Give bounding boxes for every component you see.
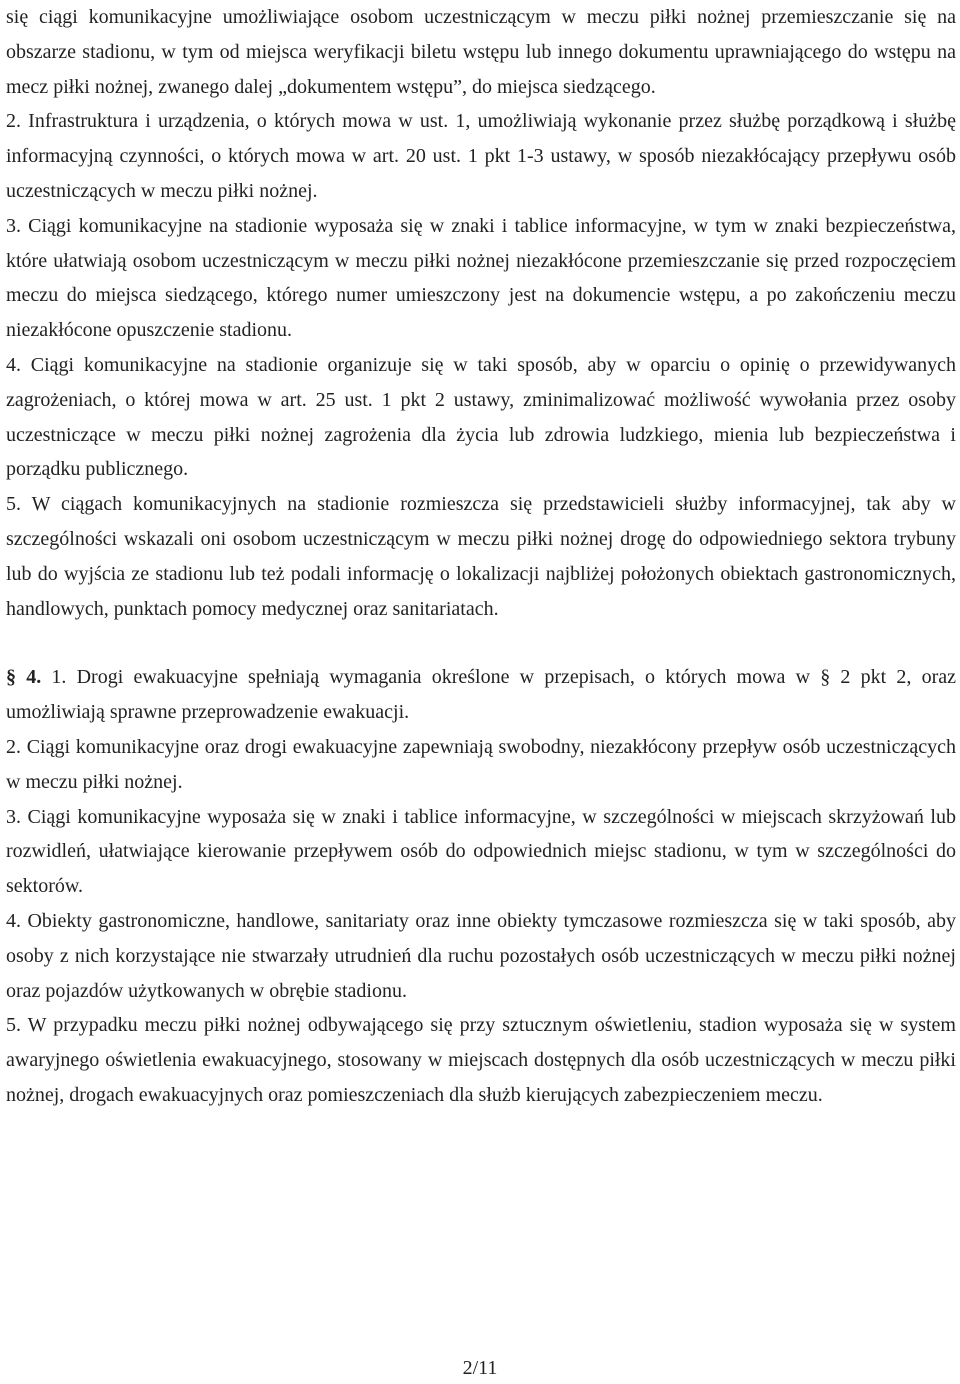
paragraph-4: 4. Ciągi komunikacyjne na stadionie organizuje się w taki sposób, aby w oparciu o opinię o przewidywanych zagrożeniach, o której mowa w art. 25 ust. 1 pkt 2 ustawy, zminimalizować możliwość wywołania przez osoby uczestniczące w meczu piłki nożnej zagrożenia dla życia lub zdrowia ludzkiego, mienia lub bezpieczeństwa i porządku publicznego. [6,353,956,481]
paragraph-5: 5. W ciągach komunikacyjnych na stadionie rozmieszcza się przedstawicieli służby informacyjnej, tak aby w szczególności wskazali oni osobom uczestniczącym w meczu piłki nożnej drogę do odpowiedniego sektora trybuny lub do wyjścia ze stadionu lub też podali informację o lokalizacji najbliżej położonych obiektach gastronomicznych, handlowych, punktach pomocy medycznej oraz sanitariatach. [6,493,956,620]
section-4-paragraph-2: 2. Ciągi komunikacyjne oraz drogi ewakuacyjne zapewniają swobodny, niezakłócony przepływ osób uczestniczących w meczu piłki nożnej. [6,735,956,793]
paragraph-3: 3. Ciągi komunikacyjne na stadionie wyposaża się w znaki i tablice informacyjne, w tym w znaki bezpieczeństwa, które ułatwiają osobom uczestniczącym w meczu piłki nożnej niezakłócone przemieszczanie się przed rozpoczęciem meczu do miejsca siedzącego, którego numer umieszczony jest na dokumencie wstępu, a po zakończeniu meczu niezakłócone opuszczenie stadionu. [6,214,956,342]
section-4-paragraph-1: 1. Drogi ewakuacyjne spełniają wymagania określone w przepisach, o których mowa w § 2 pkt 2, oraz umożliwiają sprawne przeprowadzenie ewakuacji. [6,666,957,724]
section-4-first-paragraph [6,660,956,730]
paragraph-continuation: się ciągi komunikacyjne umożliwiające osobom uczestniczącym w meczu piłki nożnej przemieszczanie się na obszarze stadionu, w tym od miejsca weryfikacji biletu wstępu lub innego dokumentu uprawniającego do wstępu na mecz piłki nożnej, zwanego dalej „dokumentem wstępu”, do miejsca siedzącego. [6,6,956,98]
section-4-label: § 4. [6,666,42,689]
section-4-paragraph-4: 4. Obiekty gastronomiczne, handlowe, sanitariaty oraz inne obiekty tymczasowe rozmieszcza się w taki sposób, aby osoby z nich korzystające nie stwarzały utrudnień dla ruchu pozostałych osób uczestniczących w meczu piłki nożnej oraz pojazdów użytkowanych w obrębie stadionu. [6,909,956,1002]
section-4-paragraph-3: 3. Ciągi komunikacyjne wyposaża się w znaki i tablice informacyjne, w szczególności w miejscach skrzyżowań lub rozwidleń, ułatwiające kierowanie przepływem osób do odpowiednich miejsc stadionu, w tym w szczególności do sektorów. [6,805,956,898]
document-page [6,0,956,1384]
paragraph-2: 2. Infrastruktura i urządzenia, o których mowa w ust. 1, umożliwiają wykonanie przez służbę porządkową i służbę informacyjną czynności, o których mowa w art. 20 ust. 1 pkt 1-3 ustawy, w sposób niezakłócający przepływu osób uczestniczących w meczu piłki nożnej. [6,110,956,202]
section-gap [6,626,956,660]
section-4-paragraph-5: 5. W przypadku meczu piłki nożnej odbywającego się przy sztucznym oświetleniu, stadion wyposaża się w system awaryjnego oświetlenia ewakuacyjnego, stosowany w miejscach dostępnych dla osób uczestniczących w meczu piłki nożnej, drogach ewakuacyjnych oraz pomieszczeniach dla służb kierujących zabezpieczeniem meczu. [6,1014,956,1106]
page-number: 2/11 [462,1357,498,1379]
